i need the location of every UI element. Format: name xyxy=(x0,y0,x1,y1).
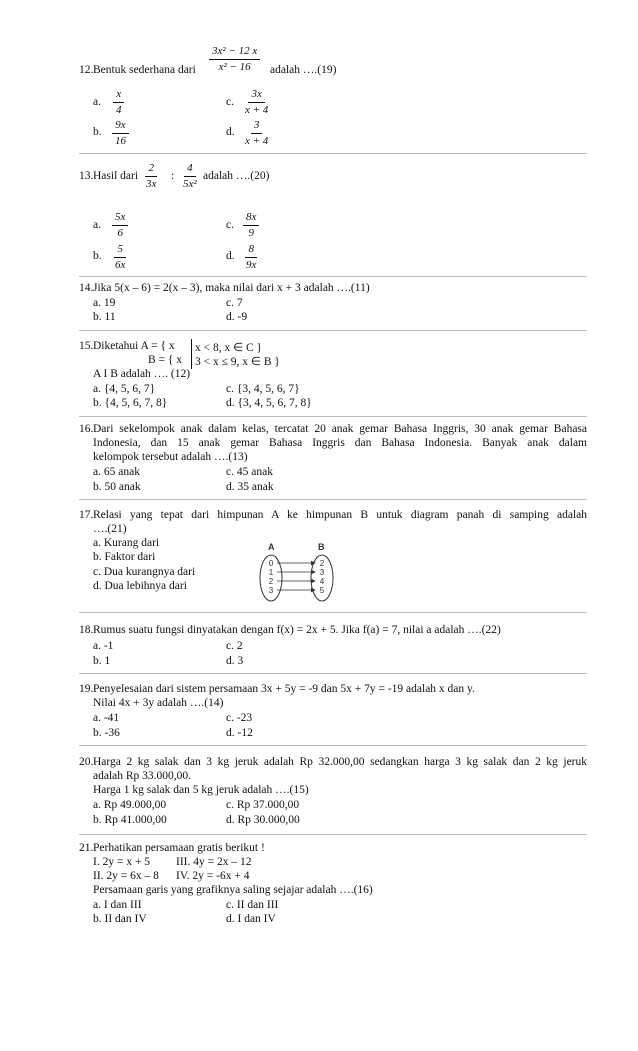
q12-option-c-label: c. xyxy=(226,96,234,108)
q20-text-line-1: Harga 2 kg salak dan 3 kg jeruk adalah Rp 32.000,00 sedangkan harga 3 kg salak dan 2 kg jeruk xyxy=(93,756,587,768)
q12-option-d-label: d. xyxy=(226,126,235,138)
q20-text-line-3: Harga 1 kg salak dan 5 kg jeruk adalah ….(15) xyxy=(93,784,309,796)
q19-text-line-2: Nilai 4x + 3y adalah ….(14) xyxy=(93,697,224,709)
set-a-element: 2 xyxy=(268,577,274,586)
q18-option-c: c. 2 xyxy=(226,640,243,652)
q13-option-c: $\frac{8x}{9}$ xyxy=(243,211,259,240)
q12-option-d: $\frac{3}{x + 4}$ xyxy=(245,119,269,147)
q21-option-d: d. I dan IV xyxy=(226,913,276,925)
divider xyxy=(79,745,587,746)
divider xyxy=(79,673,587,674)
q15-option-a: a. {4, 5, 6, 7} xyxy=(93,383,156,395)
q20-option-c: c. Rp 37.000,00 xyxy=(226,799,300,811)
q20-number: 20. xyxy=(79,756,94,768)
q13-operator: : xyxy=(171,170,175,182)
q13-option-b: $\frac{5}{6x}$ xyxy=(115,243,126,271)
set-b-element: 5 xyxy=(319,586,325,595)
q21-option-b: b. II dan IV xyxy=(93,913,147,925)
q19-number: 19. xyxy=(79,683,94,695)
q16-option-c: c. 45 anak xyxy=(226,466,273,478)
q13-option-b-label: b. xyxy=(93,250,102,262)
q12-option-b-label: b. xyxy=(93,126,102,138)
q21-option-c: c. II dan III xyxy=(226,899,279,911)
q16-text-line-1: Dari sekelompok anak dalam kelas, tercatat 20 anak gemar Bahasa Inggris, 30 anak gemar Bahasa xyxy=(93,423,587,435)
q16-text-line-2: Indonesia, dan 15 anak gemar Bahasa Inggris dan Bahasa Indonesia. Banyak anak dalam xyxy=(93,437,587,449)
q13-option-a: $\frac{5x}{6}$ xyxy=(112,211,128,240)
set-b-element: 3 xyxy=(319,568,325,577)
q17-option-b: b. Faktor dari xyxy=(93,551,156,563)
q18-text: Rumus suatu fungsi dinyatakan dengan f(x) = 2x + 5. Jika f(a) = 7, nilai a adalah ….(22) xyxy=(93,624,501,636)
q21-option-a: a. I dan III xyxy=(93,899,142,911)
q12-option-a: $\frac{x}{4}$ xyxy=(113,88,125,117)
q14-option-a: a. 19 xyxy=(93,297,116,309)
q18-number: 18. xyxy=(79,624,94,636)
q12-expression: $\frac{\text{3x² − 12 x}}{\text{x² − 16}}$ xyxy=(209,45,260,74)
divider xyxy=(79,416,587,417)
set-a-element: 0 xyxy=(268,559,274,568)
divider xyxy=(79,499,587,500)
q18-option-a: a. -1 xyxy=(93,640,114,652)
q20-option-a: a. Rp 49.000,00 xyxy=(93,799,167,811)
q21-equation-ii: II. 2y = 6x – 8 xyxy=(93,870,159,882)
q13-fraction-1: $\frac{2}{3x}$ xyxy=(146,162,157,190)
q13-option-a-label: a. xyxy=(93,219,101,231)
q15-set-a-def: Diketahui A = { x xyxy=(93,340,175,352)
q21-number: 21. xyxy=(79,842,94,854)
q21-text: Perhatikan persamaan gratis berikut ! xyxy=(93,842,265,854)
q19-text-line-1: Penyelesaian dari sistem persamaan 3x + 5y = -9 dan 5x + 7y = -19 adalah x dan y. xyxy=(93,683,475,695)
q17-option-c: c. Dua kurangnya dari xyxy=(93,566,196,578)
divider xyxy=(79,153,587,154)
q15-option-d: d. {3, 4, 5, 6, 7, 8} xyxy=(226,397,312,409)
q16-option-b: b. 50 anak xyxy=(93,481,141,493)
q13-option-c-label: c. xyxy=(226,219,234,231)
q21-equation-iii: III. 4y = 2x – 12 xyxy=(176,856,252,868)
set-b-element: 4 xyxy=(319,577,325,586)
q16-number: 16. xyxy=(79,423,94,435)
q18-option-d: d. 3 xyxy=(226,655,244,667)
q12-option-b: $\frac{9x}{16}$ xyxy=(112,119,129,148)
q15-set-b-cond: 3 < x ≤ 9, x ∈ B } xyxy=(195,356,280,368)
q19-option-d: d. -12 xyxy=(226,727,253,739)
q15-question: A I B adalah …. (12) xyxy=(93,368,191,380)
q17-text-line-2: ….(21) xyxy=(93,523,127,535)
set-a-label: A xyxy=(268,542,275,552)
q15-option-c: c. {3, 4, 5, 6, 7} xyxy=(226,383,300,395)
q17-option-a: a. Kurang dari xyxy=(93,537,160,549)
divider xyxy=(79,834,587,835)
q15-option-b: b. {4, 5, 6, 7, 8} xyxy=(93,397,168,409)
set-b-label: B xyxy=(318,542,325,552)
q17-number: 17. xyxy=(79,509,94,521)
q12-text-post: adalah ….(19) xyxy=(270,64,337,76)
q17-text-line-1: Relasi yang tepat dari himpunan A ke himpunan B untuk diagram panah di samping adalah xyxy=(93,509,587,521)
q20-option-b: b. Rp 41.000,00 xyxy=(93,814,167,826)
q21-equation-i: I. 2y = x + 5 xyxy=(93,856,151,868)
q12-text: Bentuk sederhana dari xyxy=(93,64,196,76)
set-a-element: 1 xyxy=(268,568,274,577)
q13-option-d-label: d. xyxy=(226,250,235,262)
q13-option-d: $\frac{8}{9x}$ xyxy=(246,243,257,271)
q14-option-b: b. 11 xyxy=(93,311,116,323)
q14-option-c: c. 7 xyxy=(226,297,243,309)
q21-question: Persamaan garis yang grafiknya saling sejajar adalah ….(16) xyxy=(93,884,373,896)
q13-text: Hasil dari xyxy=(93,170,139,182)
q15-number: 15. xyxy=(79,340,94,352)
q13-text-post: adalah ….(20) xyxy=(203,170,270,182)
divider xyxy=(79,276,587,277)
q13-fraction-2: $\frac{4}{\text{5x²}}$ xyxy=(183,162,197,190)
q16-option-a: a. 65 anak xyxy=(93,466,140,478)
q18-option-b: b. 1 xyxy=(93,655,111,667)
set-a-element: 3 xyxy=(268,586,274,595)
divider xyxy=(79,330,587,331)
q15-set-b-def: B = { x xyxy=(148,354,183,366)
arrow-diagram xyxy=(252,540,352,604)
divider xyxy=(79,612,587,613)
set-builder-bar xyxy=(191,339,192,369)
q12-option-c: $\frac{3x}{x + 4}$ xyxy=(245,88,269,116)
q15-set-a-cond: x < 8, x ∈ C } xyxy=(195,342,263,354)
q21-equation-iv: IV. 2y = -6x + 4 xyxy=(176,870,250,882)
set-b-element: 2 xyxy=(319,559,325,568)
q19-option-a: a. -41 xyxy=(93,712,120,724)
q14-number: 14. xyxy=(79,282,94,294)
q12-option-a-label: a. xyxy=(93,96,101,108)
q19-option-b: b. -36 xyxy=(93,727,120,739)
q14-text: Jika 5(x – 6) = 2(x – 3), maka nilai dari x + 3 adalah ….(11) xyxy=(93,282,370,294)
q17-option-d: d. Dua lebihnya dari xyxy=(93,580,187,592)
q19-option-c: c. -23 xyxy=(226,712,253,724)
q14-option-d: d. -9 xyxy=(226,311,248,323)
q12-number: 12. xyxy=(79,64,94,76)
q16-option-d: d. 35 anak xyxy=(226,481,274,493)
q20-option-d: d. Rp 30.000,00 xyxy=(226,814,300,826)
q20-text-line-2: adalah Rp 33.000,00. xyxy=(93,770,192,782)
q16-text-line-3: kelompok tersebut adalah ….(13) xyxy=(93,451,248,463)
q13-number: 13. xyxy=(79,170,94,182)
